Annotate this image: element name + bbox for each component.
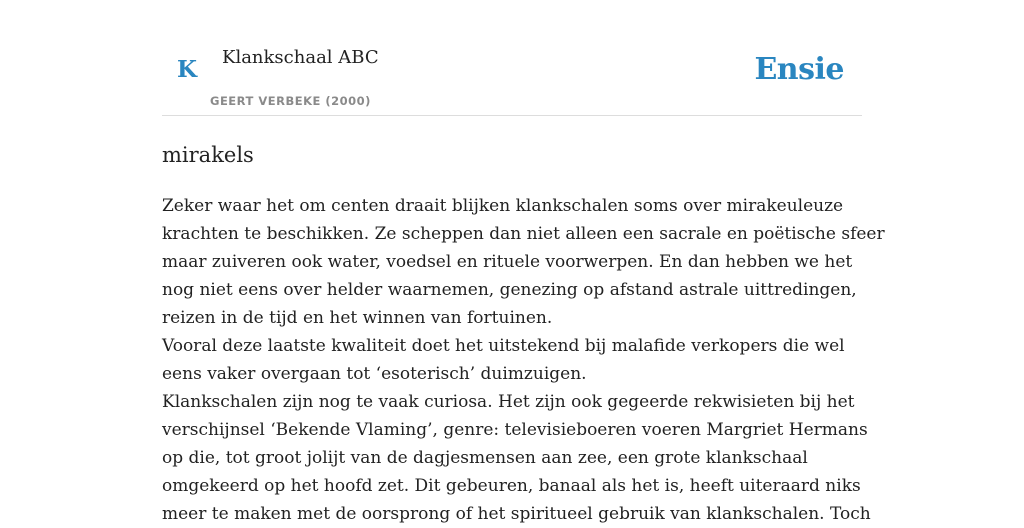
entry-title: mirakels [162,143,254,167]
body-line: eens vaker overgaan tot ‘esoterisch’ duimzuigen. [162,364,587,384]
body-line: reizen in de tijd en het winnen van fortuinen. [162,308,553,328]
index-letter[interactable]: K [177,56,197,83]
body-line: omgekeerd op het hoofd zet. Dit gebeuren, banaal als het is, heeft uiteraard niks [162,476,861,496]
body-line: op die, tot groot jolijt van de dagjesmensen aan zee, een grote klankschaal [162,448,808,468]
body-line: maar zuiveren ook water, voedsel en rituele voorwerpen. En dan hebben we het [162,252,853,272]
ensie-logo-link[interactable]: Ensie [754,52,844,87]
body-line: nog niet eens over helder waarnemen, genezing op afstand astrale uittredingen, [162,280,857,300]
body-line: Klankschalen zijn nog te vaak curiosa. Het zijn ook gegeerde rekwisieten bij het [162,392,855,412]
body-line: Vooral deze laatste kwaliteit doet het uitstekend bij malafide verkopers die wel [162,336,845,356]
header [162,0,862,116]
body-line: meer te maken met de oorsprong of het spiritueel gebruik van klankschalen. Toch [162,504,871,524]
book-title[interactable]: Klankschaal ABC [222,47,379,68]
body-line: verschijnsel ‘Bekende Vlaming’, genre: televisieboeren voeren Margriet Hermans [162,420,868,440]
body-line: Zeker waar het om centen draait blijken klankschalen soms over mirakeuleuze [162,196,844,216]
body-line: krachten te beschikken. Ze scheppen dan niet alleen een sacrale en poëtische sfeer [162,224,885,244]
author-label: GEERT VERBEKE (2000) [210,94,371,108]
entry-body [162,192,885,528]
